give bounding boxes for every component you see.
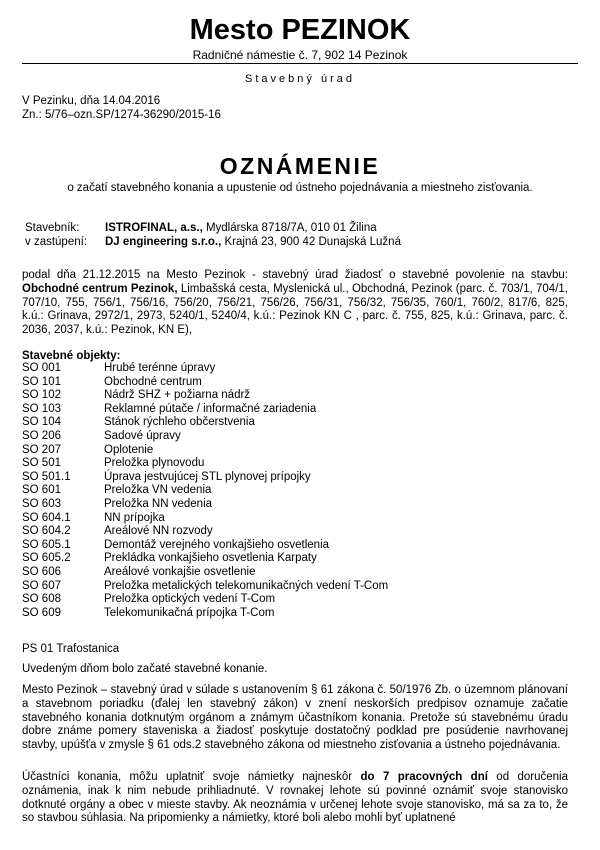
- building-object-name: NN prípojka: [104, 511, 165, 524]
- representative-name: DJ engineering s.r.o.,: [105, 236, 222, 248]
- building-object-row: [22, 539, 562, 553]
- building-object-row: [22, 416, 562, 430]
- building-object-code: SO 206: [22, 429, 61, 442]
- building-object-name: Areálové vonkajšie osvetlenie: [104, 565, 256, 578]
- building-objects-list: [22, 362, 562, 620]
- building-object-code: SO 604.1: [22, 511, 71, 524]
- building-object-name: Reklamné pútače / informačné zariadenia: [104, 402, 317, 415]
- building-object-name: Preložka optických vedení T-Com: [104, 593, 276, 606]
- office-paragraph: Mesto Pezinok – stavebný úrad v súlade s ustanovením § 61 zákona č. 50/1976 Zb. o územnom plánovaní a stavebnom poriadku (ďalej len stavebný zákon) v znení neskorších predpisov oznamuje začatie stavebného konania dotknutým orgánom a známym účastníkom konania. Pretože sú stavebnému úradu dobre známe pomery staveniska a žiadosť poskytuje dostatočný podklad pre posúdenie navrhovanej stavby, upúšťa v zmysle § 61 ods.2 stavebného zákona od miestneho zisťovania a ústneho pojednávania.: [22, 684, 568, 752]
- building-object-name: Sadové úpravy: [104, 429, 181, 442]
- building-object-name: Úprava jestvujúcej STL plynovej prípojky: [104, 470, 311, 483]
- building-object-name: Preložka NN vedenia: [104, 497, 213, 510]
- representative-label: v zastúpení:: [25, 236, 88, 248]
- builder-line: [25, 221, 377, 235]
- building-object-code: SO 604.2: [22, 525, 71, 538]
- building-object-name: Hrubé terénne úpravy: [104, 362, 216, 374]
- building-object-code: SO 501.1: [22, 470, 71, 483]
- building-object-code: SO 606: [22, 565, 61, 578]
- building-object-row: [22, 362, 562, 376]
- building-object-row: [22, 566, 562, 580]
- notice-title: OZNÁMENIE: [219, 153, 381, 179]
- objections-paragraph: [22, 771, 568, 826]
- date-line: V Pezinku, dňa 14.04.2016: [22, 95, 161, 107]
- building-object-code: SO 102: [22, 389, 61, 402]
- municipality-title: [0, 14, 600, 46]
- building-object-name: Demontáž verejného vonkajšieho osvetlenia: [104, 538, 330, 551]
- building-object-row: [22, 389, 562, 403]
- notice-subtitle: o začatí stavebného konania a upustenie od ústneho pojednávania a miestneho zisťovania.: [67, 182, 533, 194]
- building-object-row: [22, 471, 562, 485]
- building-object-row: [22, 403, 562, 417]
- municipality-address: Radničné námestie č. 7, 902 14 Pezinok: [192, 48, 408, 62]
- building-object-code: SO 605.2: [22, 552, 71, 565]
- builder-address: Mydlárska 8718/7A, 010 01 Žilina: [202, 222, 377, 234]
- building-object-name: Nádrž SHZ + požiarna nádrž: [104, 389, 251, 402]
- building-object-row: [22, 607, 562, 621]
- building-object-row: [22, 580, 562, 594]
- header-divider: [22, 63, 578, 64]
- building-object-row: [22, 457, 562, 471]
- objections-before: Účastníci konania, môžu uplatniť svoje námietky najneskôr: [22, 771, 361, 783]
- building-object-code: SO 207: [22, 443, 61, 456]
- building-object-code: SO 001: [22, 362, 61, 374]
- ps-line: PS 01 Trafostanica: [22, 643, 120, 655]
- building-object-row: [22, 484, 562, 498]
- building-object-row: [22, 593, 562, 607]
- building-object-code: SO 101: [22, 375, 61, 388]
- building-object-name: Preložka VN vedenia: [104, 484, 212, 497]
- building-object-row: [22, 376, 562, 390]
- building-object-row: [22, 552, 562, 566]
- building-object-name: Areálové NN rozvody: [104, 525, 213, 538]
- building-objects-heading: Stavebné objekty:: [22, 350, 121, 362]
- reference-number: Zn.: 5/76–ozn.SP/1274-36290/2015-16: [22, 109, 221, 121]
- building-object-name: Prekládka vonkajšieho osvetlenia Karpaty: [104, 552, 317, 565]
- building-object-code: SO 601: [22, 484, 61, 497]
- building-object-code: SO 608: [22, 593, 61, 606]
- application-intro: podal dňa 21.12.2015 na Mesto Pezinok - stavebný úrad žiadosť o stavebné povolenie na stavbu:: [22, 269, 568, 281]
- building-object-row: [22, 525, 562, 539]
- municipality-city: PEZINOK: [281, 14, 411, 46]
- application-paragraph: [22, 269, 568, 338]
- building-object-row: [22, 444, 562, 458]
- building-object-row: [22, 512, 562, 526]
- building-object-row: [22, 430, 562, 444]
- building-object-name: Stánok rýchleho občerstvenia: [104, 416, 255, 429]
- objections-after: od doručenia oznámenia, inak k nim nebude prihliadnuté. V rovnakej lehote sú povinné oznámiť svoje stanovisko dotknuté orgány a obec v mieste stavby. Ak neoznámia v určenej lehote svoje stanovisko, má sa za to, že so stavbou súhlasia. Na pripomienky a námietky, ktoré boli alebo mohli byť uplatnené: [22, 771, 568, 825]
- building-object-name: Oplotenie: [104, 443, 154, 456]
- project-name: Obchodné centrum Pezinok,: [22, 282, 178, 295]
- building-object-code: SO 605.1: [22, 538, 71, 551]
- representative-line: [25, 235, 401, 249]
- builder-name: ISTROFINAL, a.s.,: [105, 222, 203, 234]
- building-object-code: SO 603: [22, 497, 61, 510]
- building-object-code: SO 609: [22, 606, 61, 619]
- building-object-name: Preložka metalických telekomunikačných vedení T-Com: [104, 579, 389, 592]
- municipality-title-prefix: Mesto: [189, 14, 282, 46]
- building-object-row: [22, 498, 562, 512]
- building-object-code: SO 501: [22, 457, 61, 470]
- office-name: Stavebný úrad: [245, 73, 355, 85]
- building-object-name: Telekomunikačná prípojka T-Com: [104, 606, 275, 619]
- building-object-code: SO 607: [22, 579, 61, 592]
- building-object-code: SO 103: [22, 402, 61, 415]
- building-object-code: SO 104: [22, 416, 61, 429]
- builder-label: Stavebník:: [25, 222, 80, 234]
- representative-address: Krajná 23, 900 42 Dunajská Lužná: [221, 236, 401, 248]
- building-object-name: Obchodné centrum: [104, 375, 202, 388]
- application-details: Limbašská cesta, Myslenická ul., Obchodná, Pezinok (parc. č. 703/1, 704/1, 707/10, 755, 756/1, 756/16, 756/20, 756/21, 756/26, 756/31, 756/32, 756/35, 760/1, 760/2, 817/6, 825, k.ú.: Grinava, 2972/1, 2973, 5240/1, 5240/4, k.ú.: Pezinok KN C , parc. č. 755, 825, k.ú.: Grinava, parc. č. 2036, 2037, k.ú.: Pezinok, KN E),: [22, 282, 568, 337]
- building-object-name: Preložka plynovodu: [104, 457, 205, 470]
- started-line: Uvedeným dňom bolo začaté stavebné konanie.: [22, 663, 268, 675]
- objections-deadline: do 7 pracovných dní: [360, 771, 488, 783]
